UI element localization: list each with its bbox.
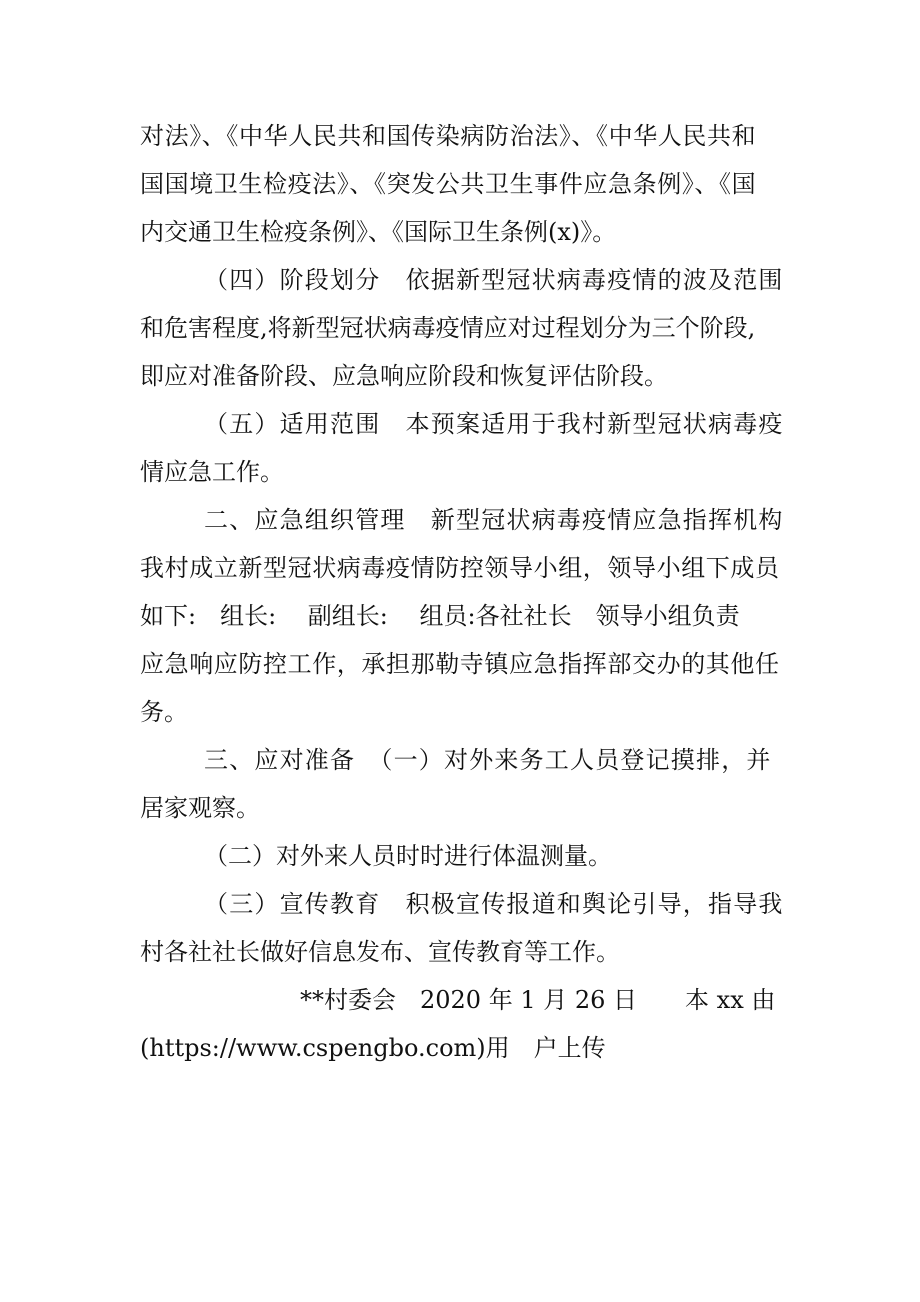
text-line: （二）对外来人员时时进行体温测量。 bbox=[204, 842, 612, 870]
text-line: 务。 bbox=[140, 698, 188, 726]
text-line: 我村成立新型冠状病毒疫情防控领导小组，领导小组下成员 bbox=[140, 554, 780, 582]
source-line: (https://www.cspengbo.com)用 户上传 bbox=[140, 1034, 606, 1062]
text-line: 即应对准备阶段、应急响应阶段和恢复评估阶段。 bbox=[140, 362, 668, 390]
text-line: 国国境卫生检疫法》、《突发公共卫生事件应急条例》、《国 bbox=[140, 170, 757, 198]
text-line: 对法》、《中华人民共和国传染病防治法》、《中华人民共和 bbox=[140, 122, 757, 150]
signature-line: **村委会 2020 年 1 月 26 日 本 xx 由 bbox=[300, 986, 776, 1014]
text-line: 如下: 组长: 副组长: 组员:各社社长 领导小组负责 bbox=[140, 602, 740, 630]
text-line: 和危害程度,将新型冠状病毒疫情应对过程划分为三个阶段, bbox=[140, 314, 756, 342]
text-line: （四）阶段划分 依据新型冠状病毒疫情的波及范围 bbox=[204, 266, 784, 294]
text-line: （三）宣传教育 积极宣传报道和舆论引导，指导我 bbox=[204, 890, 784, 918]
text-line: 村各社社长做好信息发布、宣传教育等工作。 bbox=[140, 938, 620, 966]
text-line: 应急响应防控工作，承担那勒寺镇应急指挥部交办的其他任 bbox=[140, 650, 780, 678]
text-line: 三、应对准备 （一）对外来务工人员登记摸排，并 bbox=[204, 746, 772, 774]
text-line: 内交通卫生检疫条例》、《国际卫生条例(x)》。 bbox=[140, 218, 617, 246]
text-line: （五）适用范围 本预案适用于我村新型冠状病毒疫 bbox=[204, 410, 784, 438]
text-line: 居家观察。 bbox=[140, 794, 260, 822]
text-line: 情应急工作。 bbox=[140, 458, 284, 486]
text-line: 二、应急组织管理 新型冠状病毒疫情应急指挥机构 bbox=[204, 506, 784, 534]
